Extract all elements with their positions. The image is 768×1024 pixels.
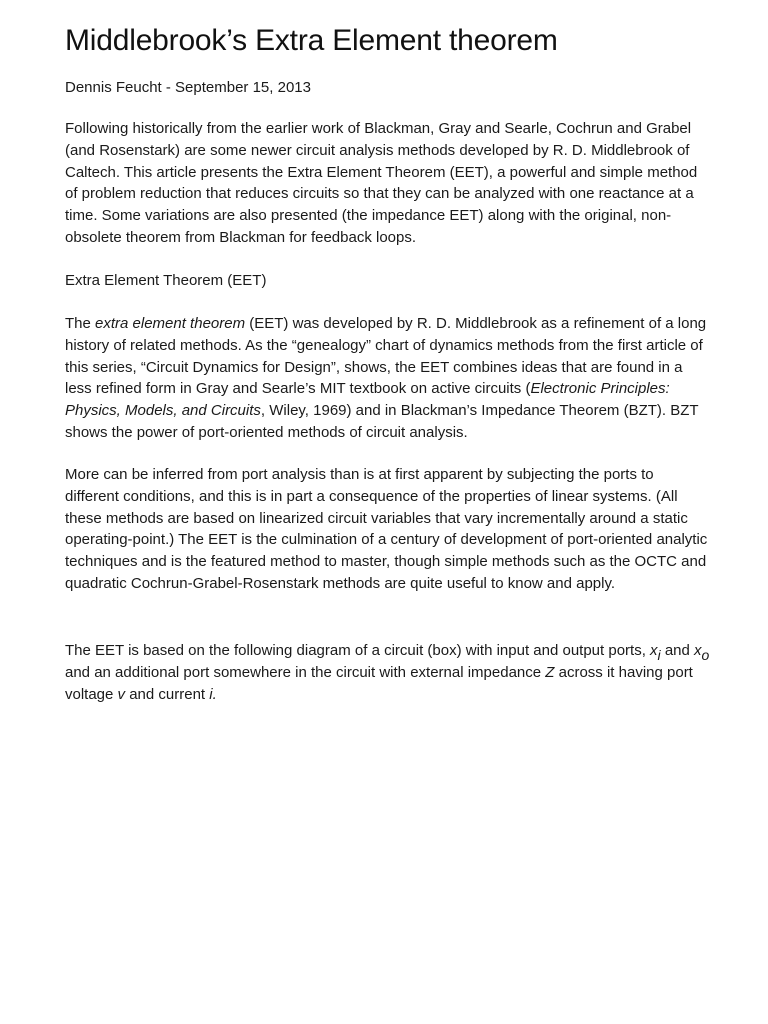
diagram-intro-text: and an additional port somewhere in the circuit with external impedance	[65, 663, 546, 681]
port-analysis-paragraph: More can be inferred from port analysis than is at first apparent by subjecting the ports to different conditions, and this is in part a consequence of the properties of linear systems. (All these methods are based on linearized circuit variables that vary incrementally around a static operating-point.) The EET is the culmination of a century of development of port-oriented analytic techniques and is the featured method to master, though simple methods such as the OCTC and quadratic Cochrun-Grabel-Rosenstark methods are quite useful to know and apply.	[65, 466, 708, 592]
symbol-subscript: o	[701, 647, 710, 663]
diagram-intro-text: The EET is based on the following diagram of a circuit (box) with input and output ports,	[65, 642, 651, 659]
diagram-intro-text: and current	[125, 685, 210, 703]
book-title: Electronic Principles: Physics, Models, and Circuits	[65, 380, 670, 420]
eet-paragraph-text: The	[65, 315, 96, 332]
input-port-symbol	[650, 642, 661, 663]
symbol-base: x	[650, 642, 658, 659]
symbol-base: x	[694, 642, 702, 659]
article-byline: Dennis Feucht - September 15, 2013	[65, 79, 311, 96]
section-heading: Extra Element Theorem (EET)	[65, 272, 267, 289]
intro-paragraph: Following historically from the earlier work of Blackman, Gray and Searle, Cochrun and Grabel (and Rosenstark) are some newer circuit analysis methods developed by R. D. Middlebrook of Caltech. This article presents the Extra Element Theorem (EET), a powerful and simple method of problem reduction that reduces circuits so that they can be analyzed with one reactance at a time. Some variations are also presented (the impedance EET) along with the original, non-obsolete theorem from Blackman for feedback loops.	[65, 120, 698, 246]
voltage-symbol: v	[117, 685, 126, 703]
eet-paragraph	[65, 313, 710, 444]
diagram-intro-text: across it having port voltage	[65, 663, 693, 703]
eet-paragraph-text: (EET) was developed by R. D. Middlebrook as a refinement of a long history of related methods. As the “genealogy” chart of dynamics methods from the first article of this series, “Circuit Dynamics for Design”, shows, the EET combines ideas that are found in a less refined form in Gray and Searle’s MIT textbook on active circuits (	[65, 315, 707, 398]
output-port-symbol	[694, 642, 710, 663]
impedance-symbol: Z	[545, 663, 555, 681]
eet-term: extra element theorem	[95, 315, 246, 332]
symbol-subscript: i	[657, 647, 661, 663]
current-symbol: i.	[209, 685, 217, 703]
article-title: Middlebrook’s Extra Element theorem	[65, 24, 558, 57]
diagram-intro-paragraph	[65, 640, 710, 705]
diagram-intro-text: and	[660, 642, 695, 659]
eet-paragraph-text: , Wiley, 1969) and in Blackman’s Impedance Theorem (BZT). BZT shows the power of port-oriented methods of circuit analysis.	[65, 402, 699, 441]
